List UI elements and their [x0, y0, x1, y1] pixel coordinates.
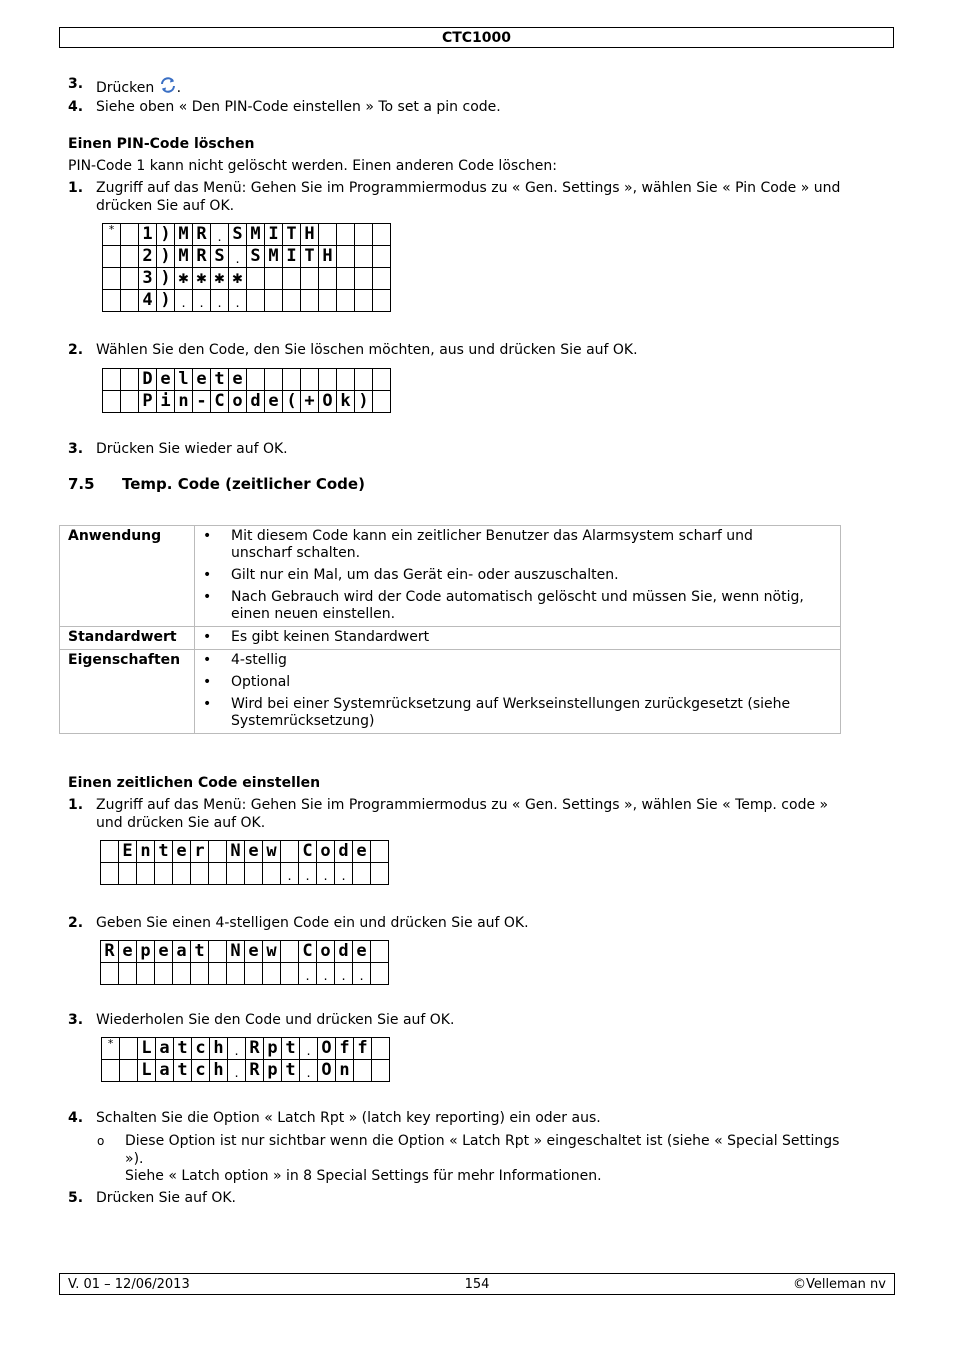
lcd-cell: * [102, 1038, 120, 1060]
lcd-cell [102, 1060, 120, 1082]
lcd-cell: a [156, 1060, 174, 1082]
lcd-cell: d [335, 841, 353, 863]
lcd-cell: 2 [139, 246, 157, 268]
step-text: Zugriff auf das Menü: Gehen Sie im Programmiermodus zu « Gen. Settings », wählen Sie « Pin Code » und [96, 180, 841, 196]
lcd-row [102, 1060, 390, 1082]
lcd-cell: e [193, 369, 211, 391]
lcd-cell [355, 246, 373, 268]
lcd-cell [373, 224, 391, 246]
section-intro: PIN-Code 1 kann nicht gelöscht werden. Einen anderen Code löschen: [68, 158, 557, 174]
lcd-cell [281, 963, 299, 985]
lcd-cell [191, 863, 209, 885]
lcd-cell [247, 268, 265, 290]
list-item-line: einen neuen einstellen. [231, 606, 396, 622]
lcd-cell: O [319, 391, 337, 413]
table-key: Anwendung [60, 526, 195, 627]
step-number: 5. [68, 1190, 84, 1206]
lcd-cell: N [227, 841, 245, 863]
lcd-cell: S [229, 224, 247, 246]
lcd-cell: T [283, 224, 301, 246]
lcd-cell [283, 290, 301, 312]
lcd-cell: ( [283, 391, 301, 413]
refresh-icon [159, 76, 177, 94]
lcd-cell: t [174, 1060, 192, 1082]
lcd-cell [121, 369, 139, 391]
lcd-cell: . [300, 1038, 318, 1060]
lcd-cell: * [103, 224, 121, 246]
table-value [195, 650, 841, 734]
lcd-row [103, 369, 391, 391]
lcd-cell [372, 1060, 390, 1082]
step-label: Drücken [96, 80, 155, 96]
lcd-cell: e [173, 841, 191, 863]
step-number: 3. [68, 76, 84, 92]
lcd-cell: n [175, 391, 193, 413]
lcd-cell: H [301, 224, 319, 246]
lcd-cell [355, 268, 373, 290]
lcd-cell [265, 268, 283, 290]
lcd-cell [281, 941, 299, 963]
lcd-cell: 3 [139, 268, 157, 290]
lcd-cell: R [193, 224, 211, 246]
lcd-row [101, 963, 389, 985]
lcd-display-delete [102, 368, 391, 413]
step-text: und drücken Sie auf OK. [96, 815, 266, 831]
lcd-cell [355, 369, 373, 391]
step-number: 1. [68, 180, 84, 196]
list-item-line: • Nach Gebrauch wird der Code automatisch gelöscht und müssen Sie, wenn nötig, [231, 589, 804, 605]
lcd-row [101, 841, 389, 863]
sub-text: Siehe « Latch option » in 8 Special Settings für mehr Informationen. [125, 1168, 602, 1184]
lcd-cell [137, 863, 155, 885]
lcd-cell: N [227, 941, 245, 963]
step-text: Schalten Sie die Option « Latch Rpt » (latch key reporting) ein oder aus. [96, 1110, 601, 1126]
lcd-cell [247, 290, 265, 312]
lcd-cell: e [119, 941, 137, 963]
lcd-cell: o [229, 391, 247, 413]
lcd-cell: k [337, 391, 355, 413]
page-header: CTC1000 [59, 27, 894, 48]
table-key: Standardwert [60, 627, 195, 650]
lcd-cell: . [228, 1038, 246, 1060]
lcd-cell: e [157, 369, 175, 391]
list-item [195, 587, 840, 626]
lcd-display-latch [101, 1037, 390, 1082]
table-value [195, 627, 841, 650]
lcd-cell [209, 941, 227, 963]
lcd-cell: e [245, 941, 263, 963]
list-item-line: • Gilt nur ein Mal, um das Gerät ein- oder auszuschalten. [231, 567, 619, 583]
lcd-row [101, 941, 389, 963]
lcd-cell: d [335, 941, 353, 963]
lcd-cell [245, 863, 263, 885]
list-item-line: Systemrücksetzung) [231, 713, 375, 729]
lcd-cell: L [138, 1038, 156, 1060]
section-title: Temp. Code (zeitlicher Code) [122, 475, 365, 493]
lcd-cell [119, 963, 137, 985]
lcd-cell [283, 268, 301, 290]
lcd-cell: . [228, 1060, 246, 1082]
lcd-cell: t [282, 1038, 300, 1060]
lcd-cell: n [336, 1060, 354, 1082]
lcd-cell [301, 290, 319, 312]
lcd-cell: E [119, 841, 137, 863]
lcd-cell [354, 1060, 372, 1082]
lcd-cell [121, 391, 139, 413]
lcd-cell: . [353, 963, 371, 985]
lcd-cell: . [193, 290, 211, 312]
lcd-cell: o [317, 841, 335, 863]
lcd-cell: . [299, 863, 317, 885]
lcd-cell [121, 290, 139, 312]
lcd-cell: ) [157, 268, 175, 290]
lcd-cell [120, 1060, 138, 1082]
footer-copyright: ©Velleman nv [792, 1277, 886, 1292]
lcd-cell: . [281, 863, 299, 885]
lcd-cell [355, 224, 373, 246]
lcd-cell: p [264, 1038, 282, 1060]
lcd-cell: M [265, 246, 283, 268]
lcd-cell [371, 963, 389, 985]
table-row [60, 650, 841, 734]
lcd-cell [103, 369, 121, 391]
lcd-cell: h [210, 1060, 228, 1082]
lcd-cell: + [301, 391, 319, 413]
lcd-cell: o [317, 941, 335, 963]
list-item [195, 650, 840, 672]
table-key: Eigenschaften [60, 650, 195, 734]
lcd-cell: e [265, 391, 283, 413]
lcd-cell: R [193, 246, 211, 268]
lcd-cell: R [246, 1060, 264, 1082]
lcd-cell [191, 963, 209, 985]
lcd-cell: O [318, 1038, 336, 1060]
lcd-cell: ✱ [175, 268, 193, 290]
step-text: drücken Sie auf OK. [96, 198, 235, 214]
lcd-cell: l [175, 369, 193, 391]
lcd-cell: r [191, 841, 209, 863]
lcd-cell: T [301, 246, 319, 268]
lcd-cell: I [265, 224, 283, 246]
lcd-cell: ) [355, 391, 373, 413]
lcd-cell [355, 290, 373, 312]
lcd-cell: 1 [139, 224, 157, 246]
lcd-cell: w [263, 941, 281, 963]
lcd-cell: P [139, 391, 157, 413]
lcd-cell [121, 224, 139, 246]
lcd-cell: . [299, 963, 317, 985]
lcd-cell: R [246, 1038, 264, 1060]
lcd-cell: e [155, 941, 173, 963]
step-suffix: . [176, 80, 182, 96]
lcd-cell: c [192, 1038, 210, 1060]
lcd-cell: ) [157, 224, 175, 246]
lcd-cell [301, 268, 319, 290]
lcd-cell: p [264, 1060, 282, 1082]
list-item [195, 565, 840, 587]
lcd-cell [101, 863, 119, 885]
sub-bullet: o [97, 1134, 105, 1148]
lcd-cell: . [211, 290, 229, 312]
lcd-cell [121, 246, 139, 268]
section-heading: Einen PIN-Code löschen [68, 136, 255, 152]
lcd-display-enter-code [100, 840, 389, 885]
lcd-cell: f [336, 1038, 354, 1060]
lcd-row [103, 290, 391, 312]
section-number: 7.5 [68, 475, 95, 493]
list-item-line: • Mit diesem Code kann ein zeitlicher Benutzer das Alarmsystem scharf und [231, 528, 753, 544]
lcd-cell [245, 963, 263, 985]
page-footer [59, 1273, 895, 1295]
lcd-cell [227, 963, 245, 985]
lcd-cell: R [101, 941, 119, 963]
lcd-cell: n [137, 841, 155, 863]
lcd-cell: C [299, 941, 317, 963]
lcd-cell: . [317, 963, 335, 985]
lcd-cell [209, 863, 227, 885]
step-text: Drücken Sie wieder auf OK. [96, 441, 288, 457]
lcd-cell [319, 268, 337, 290]
lcd-cell: ) [157, 290, 175, 312]
lcd-cell: t [155, 841, 173, 863]
lcd-cell: e [229, 369, 247, 391]
lcd-cell: H [319, 246, 337, 268]
lcd-cell [247, 369, 265, 391]
lcd-cell [103, 268, 121, 290]
lcd-cell: f [354, 1038, 372, 1060]
lcd-cell: e [245, 841, 263, 863]
lcd-cell [263, 963, 281, 985]
lcd-cell [337, 268, 355, 290]
lcd-cell: t [191, 941, 209, 963]
lcd-cell: t [211, 369, 229, 391]
lcd-cell [353, 863, 371, 885]
lcd-cell: I [283, 246, 301, 268]
step-number: 4. [68, 99, 84, 115]
lcd-cell: a [156, 1038, 174, 1060]
list-item-line: • 4-stellig [231, 652, 287, 668]
lcd-cell: M [175, 224, 193, 246]
lcd-cell: 4 [139, 290, 157, 312]
lcd-cell: . [335, 863, 353, 885]
lcd-cell [121, 268, 139, 290]
lcd-cell [103, 391, 121, 413]
lcd-cell [371, 941, 389, 963]
lcd-display-pin-list [102, 223, 391, 312]
lcd-cell [337, 369, 355, 391]
lcd-cell: t [282, 1060, 300, 1082]
lcd-cell: O [318, 1060, 336, 1082]
step-number: 1. [68, 797, 84, 813]
lcd-cell: t [174, 1038, 192, 1060]
lcd-cell [319, 290, 337, 312]
lcd-cell: ✱ [211, 268, 229, 290]
lcd-cell: C [299, 841, 317, 863]
footer-version: V. 01 – 12/06/2013 [68, 1277, 190, 1292]
table-value [195, 526, 841, 627]
step-text: Wählen Sie den Code, den Sie löschen möchten, aus und drücken Sie auf OK. [96, 342, 638, 358]
lcd-cell: S [211, 246, 229, 268]
lcd-row [103, 224, 391, 246]
lcd-row [101, 863, 389, 885]
lcd-cell: h [210, 1038, 228, 1060]
lcd-cell: . [317, 863, 335, 885]
lcd-cell [337, 246, 355, 268]
lcd-cell [103, 246, 121, 268]
table-row [60, 627, 841, 650]
lcd-cell: a [173, 941, 191, 963]
lcd-cell: . [211, 224, 229, 246]
step-text: Drücken Sie auf OK. [96, 1190, 236, 1206]
lcd-cell [337, 290, 355, 312]
lcd-cell [301, 369, 319, 391]
lcd-row [103, 268, 391, 290]
lcd-cell [319, 369, 337, 391]
lcd-cell [155, 863, 173, 885]
lcd-cell: - [193, 391, 211, 413]
lcd-cell: c [192, 1060, 210, 1082]
lcd-cell: D [139, 369, 157, 391]
step-number: 2. [68, 342, 84, 358]
lcd-cell: p [137, 941, 155, 963]
lcd-cell [209, 841, 227, 863]
section-heading: Einen zeitlichen Code einstellen [68, 775, 321, 791]
lcd-cell [281, 841, 299, 863]
list-item-line: unscharf schalten. [231, 545, 361, 561]
lcd-cell: w [263, 841, 281, 863]
lcd-cell [373, 268, 391, 290]
lcd-row [103, 246, 391, 268]
step-number: 3. [68, 1012, 84, 1028]
lcd-cell: M [247, 224, 265, 246]
step-text: Zugriff auf das Menü: Gehen Sie im Programmiermodus zu « Gen. Settings », wählen Sie « Temp. code » [96, 797, 829, 813]
lcd-cell: M [175, 246, 193, 268]
list-item [195, 694, 840, 733]
lcd-cell [283, 369, 301, 391]
lcd-cell [137, 963, 155, 985]
lcd-cell [209, 963, 227, 985]
list-item-line: • Optional [231, 674, 291, 690]
lcd-cell [373, 246, 391, 268]
lcd-cell: C [211, 391, 229, 413]
lcd-cell: L [138, 1060, 156, 1082]
lcd-cell [265, 290, 283, 312]
lcd-cell [119, 863, 137, 885]
lcd-cell [373, 391, 391, 413]
lcd-cell [337, 224, 355, 246]
lcd-cell: e [353, 941, 371, 963]
lcd-cell [227, 863, 245, 885]
lcd-cell [265, 369, 283, 391]
step-number: 2. [68, 915, 84, 931]
list-item [195, 627, 840, 649]
lcd-cell [373, 369, 391, 391]
step-text: Siehe oben « Den PIN-Code einstellen » To set a pin code. [96, 99, 501, 115]
lcd-cell [371, 863, 389, 885]
list-item-line: • Es gibt keinen Standardwert [231, 629, 430, 645]
lcd-cell [371, 841, 389, 863]
lcd-cell [372, 1038, 390, 1060]
lcd-cell [319, 224, 337, 246]
lcd-cell: . [229, 290, 247, 312]
step-text [96, 76, 181, 97]
lcd-cell: e [353, 841, 371, 863]
step-number: 3. [68, 441, 84, 457]
lcd-cell [173, 963, 191, 985]
lcd-cell [120, 1038, 138, 1060]
lcd-cell [101, 841, 119, 863]
step-text: Wiederholen Sie den Code und drücken Sie auf OK. [96, 1012, 455, 1028]
lcd-cell: ) [157, 246, 175, 268]
lcd-cell [373, 290, 391, 312]
lcd-cell: S [247, 246, 265, 268]
lcd-cell: ✱ [193, 268, 211, 290]
lcd-cell [103, 290, 121, 312]
lcd-cell: ✱ [229, 268, 247, 290]
list-item [195, 672, 840, 694]
lcd-cell: i [157, 391, 175, 413]
lcd-row [103, 391, 391, 413]
lcd-cell: . [229, 246, 247, 268]
lcd-cell: d [247, 391, 265, 413]
table-row [60, 526, 841, 627]
lcd-cell: . [300, 1060, 318, 1082]
list-item-line: • Wird bei einer Systemrücksetzung auf Werkseinstellungen zurückgesetzt (siehe [231, 696, 791, 712]
lcd-row [102, 1038, 390, 1060]
list-item [195, 526, 840, 565]
lcd-cell: . [175, 290, 193, 312]
lcd-cell [155, 963, 173, 985]
sub-text: »). [125, 1151, 144, 1167]
lcd-display-repeat-code [100, 940, 389, 985]
info-table [59, 525, 841, 734]
lcd-cell [173, 863, 191, 885]
lcd-cell [263, 863, 281, 885]
step-text: Geben Sie einen 4-stelligen Code ein und drücken Sie auf OK. [96, 915, 529, 931]
step-number: 4. [68, 1110, 84, 1126]
lcd-cell: . [335, 963, 353, 985]
lcd-cell [101, 963, 119, 985]
sub-text: Diese Option ist nur sichtbar wenn die Option « Latch Rpt » eingeschaltet ist (siehe « Special Settings [125, 1133, 840, 1149]
footer-page-number: 154 [464, 1277, 490, 1292]
